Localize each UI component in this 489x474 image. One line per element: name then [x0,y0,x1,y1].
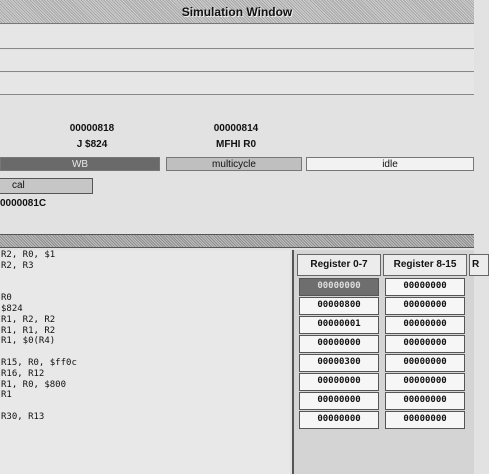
code-line: R1, R0, $800 [1,379,67,390]
stage-bar-idle: idle [306,157,474,171]
stage-instruction: MFHI R0 [216,139,256,150]
register-cell[interactable]: 00000000 [385,335,465,353]
code-line: R0 [1,293,12,304]
code-listing[interactable] [0,250,290,474]
window-title: Simulation Window [181,5,293,19]
code-line: $824 [1,303,23,314]
register-cell[interactable]: 00000000 [385,373,465,391]
toolbar-row [0,73,474,95]
code-line [0,347,290,358]
register-header-0-7[interactable]: Register 0-7 [297,254,381,276]
register-panel [292,250,480,474]
stage-pc-partial: 0000081C [0,198,47,209]
register-header-16-23[interactable]: R [469,254,489,276]
stage-pc: 00000818 [69,123,115,134]
register-cell[interactable]: 00000000 [385,392,465,410]
code-line: R15, R0, $ff0c [1,357,77,368]
register-cell[interactable]: 00000000 [299,411,379,429]
register-cell[interactable]: 00000000 [299,335,379,353]
code-line: R2, R0, $1 [1,250,56,260]
register-cell[interactable]: 00000300 [299,354,379,372]
register-header-8-15[interactable]: Register 8-15 [383,254,467,276]
code-line [0,282,290,293]
toolbar-row [0,25,474,49]
register-cell[interactable]: 00000000 [385,297,465,315]
toolbar-row [0,50,474,72]
code-line: R30, R13 [1,411,45,422]
stage-pc: 00000814 [213,123,259,134]
cal-stage-bar: cal [0,178,93,194]
register-cell[interactable]: 00000000 [385,411,465,429]
register-cell[interactable]: 00000000 [299,392,379,410]
code-line [0,272,290,283]
code-line: R1, R1, R2 [1,325,56,336]
stage-bar-wb: WB [0,157,160,171]
register-cell[interactable]: 00000000 [385,316,465,334]
code-line: R1, $0(R4) [1,336,56,347]
register-cell[interactable]: 00000000 [299,278,379,296]
stage-bar-multicycle: multicycle [166,157,302,171]
register-cell[interactable]: 00000000 [385,278,465,296]
stage-instruction: J $824 [76,139,108,150]
code-line: R1, R2, R2 [1,314,56,325]
register-cell[interactable]: 00000001 [299,316,379,334]
pane-splitter[interactable] [0,234,474,248]
register-cell[interactable]: 00000800 [299,297,379,315]
code-line: R1 [1,390,12,401]
register-cell[interactable]: 00000000 [299,373,379,391]
register-column-8-15 [383,278,467,474]
code-line: R16, R12 [1,368,45,379]
code-line [0,401,290,412]
register-cell[interactable]: 00000000 [385,354,465,372]
register-column-0-7 [297,278,381,474]
code-line: R2, R3 [1,260,34,271]
